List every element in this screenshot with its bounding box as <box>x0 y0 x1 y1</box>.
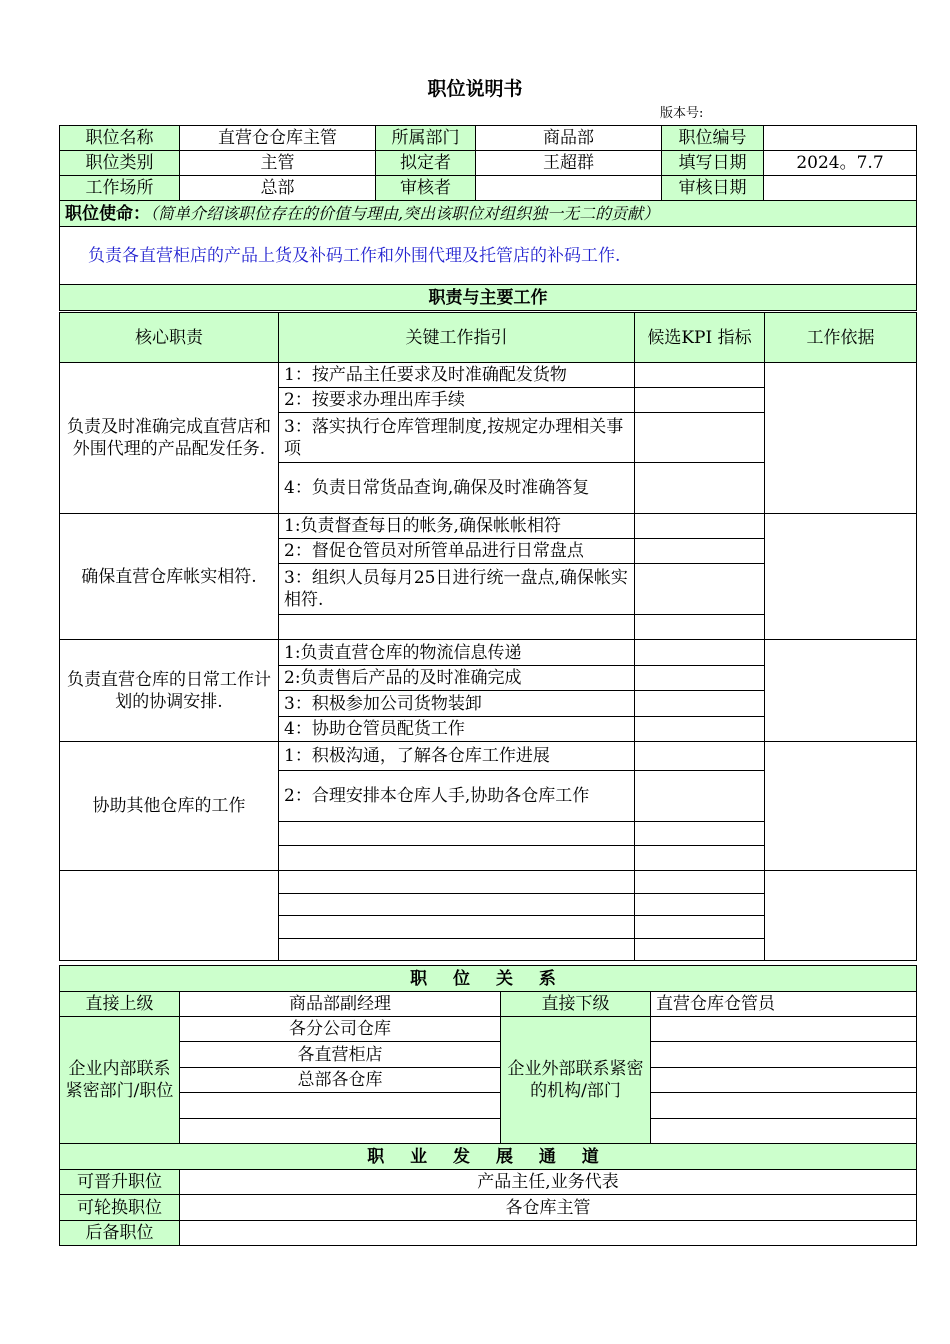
reviewer-value <box>476 176 662 201</box>
career-section-title <box>60 1144 917 1170</box>
superior-label: 直接上级 <box>60 992 180 1017</box>
kpi-cell <box>635 363 765 388</box>
core-duty-5 <box>60 871 279 961</box>
core-duty-3: 负责直营仓库的日常工作计划的协调安排. <box>60 640 279 742</box>
guide-item: 1:负责督查每日的帐务,确保帐帐相符 <box>279 514 635 539</box>
guide-item: 1：积极沟通，了解各仓库工作进展 <box>279 742 635 771</box>
kpi-cell <box>635 742 765 771</box>
basis-cell <box>765 640 917 742</box>
external-label: 企业外部联系紧密的机构/部门 <box>501 1017 651 1144</box>
duties-table <box>59 312 917 961</box>
reviewer-label: 审核者 <box>376 176 476 201</box>
external-item <box>651 1119 917 1144</box>
kpi-cell <box>635 564 765 615</box>
core-duty-2: 确保直营仓库帐实相符. <box>60 514 279 640</box>
review-date-value <box>764 176 917 201</box>
code-value <box>764 126 917 151</box>
header-table <box>59 125 917 311</box>
location-label: 工作场所 <box>60 176 180 201</box>
position-name-label: 职位名称 <box>60 126 180 151</box>
internal-item <box>180 1119 501 1144</box>
mission-hint: （简单介绍该职位存在的价值与理由,突出该职位对组织独一无二的贡献） <box>150 203 660 223</box>
kpi-cell <box>635 846 765 871</box>
superior-value: 商品部副经理 <box>180 992 501 1017</box>
subordinate-value: 直营仓库仓管员 <box>651 992 917 1017</box>
basis-cell <box>765 363 917 514</box>
mission-header <box>60 201 917 227</box>
kpi-cell <box>635 388 765 413</box>
category-value: 主管 <box>180 151 376 176</box>
basis-cell <box>765 514 917 640</box>
category-label: 职位类别 <box>60 151 180 176</box>
kpi-cell <box>635 413 765 463</box>
guide-item <box>279 894 635 916</box>
guide-item <box>279 846 635 871</box>
career-title-text: 职 业 发 展 通 道 <box>367 1146 609 1167</box>
internal-item: 各直营柜店 <box>180 1042 501 1068</box>
guide-item: 2：督促仓管员对所管单品进行日常盘点 <box>279 539 635 564</box>
guide-item: 1：按产品主任要求及时准确配发货物 <box>279 363 635 388</box>
basis-cell <box>765 742 917 871</box>
version-label: 版本号: <box>660 106 704 121</box>
col-key-guide: 关键工作指引 <box>279 313 635 363</box>
mission-text: 负责各直营柜店的产品上货及补码工作和外围代理及托管店的补码工作. <box>60 227 917 285</box>
relations-table <box>59 965 917 1246</box>
basis-cell <box>765 871 917 961</box>
kpi-cell <box>635 894 765 916</box>
internal-label: 企业内部联系紧密部门/职位 <box>60 1017 180 1144</box>
duties-section-title: 职责与主要工作 <box>60 285 917 311</box>
author-label: 拟定者 <box>376 151 476 176</box>
kpi-cell <box>635 916 765 939</box>
guide-item: 2:负责售后产品的及时准确完成 <box>279 666 635 691</box>
kpi-cell <box>635 514 765 539</box>
guide-item: 2：按要求办理出库手续 <box>279 388 635 413</box>
external-item <box>651 1068 917 1093</box>
rotation-value: 各仓库主管 <box>180 1195 917 1221</box>
backup-value <box>180 1221 917 1246</box>
core-duty-4: 协助其他仓库的工作 <box>60 742 279 871</box>
author-value: 王超群 <box>476 151 662 176</box>
external-item <box>651 1042 917 1068</box>
guide-item: 1:负责直营仓库的物流信息传递 <box>279 640 635 666</box>
guide-item <box>279 916 635 939</box>
position-name-value: 直营仓仓库主管 <box>180 126 376 151</box>
relations-section-title <box>60 966 917 992</box>
review-date-label: 审核日期 <box>662 176 764 201</box>
promotion-label: 可晋升职位 <box>60 1170 180 1195</box>
col-basis: 工作依据 <box>765 313 917 363</box>
kpi-cell <box>635 640 765 666</box>
location-value: 总部 <box>180 176 376 201</box>
kpi-cell <box>635 463 765 514</box>
kpi-cell <box>635 717 765 742</box>
guide-item <box>279 822 635 846</box>
guide-item <box>279 615 635 640</box>
external-item <box>651 1093 917 1119</box>
document-title: 职位说明书 <box>427 78 523 100</box>
kpi-cell <box>635 666 765 691</box>
guide-item: 4：负责日常货品查询,确保及时准确答复 <box>279 463 635 514</box>
fill-date-value: 2024。7.7 <box>764 151 917 176</box>
kpi-cell <box>635 939 765 961</box>
kpi-cell <box>635 539 765 564</box>
guide-item <box>279 871 635 894</box>
code-label: 职位编号 <box>662 126 764 151</box>
fill-date-label: 填写日期 <box>662 151 764 176</box>
internal-item: 各分公司仓库 <box>180 1017 501 1042</box>
internal-item: 总部各仓库 <box>180 1068 501 1093</box>
col-core-duty: 核心职责 <box>60 313 279 363</box>
kpi-cell <box>635 615 765 640</box>
backup-label: 后备职位 <box>60 1221 180 1246</box>
kpi-cell <box>635 871 765 894</box>
guide-item: 3：组织人员每月25日进行统一盘点,确保帐实相符. <box>279 564 635 615</box>
promotion-value: 产品主任,业务代表 <box>180 1170 917 1195</box>
kpi-cell <box>635 691 765 717</box>
guide-item <box>279 939 635 961</box>
guide-item: 4：协助仓管员配货工作 <box>279 717 635 742</box>
guide-item: 2：合理安排本仓库人手,协助各仓库工作 <box>279 771 635 822</box>
rotation-label: 可轮换职位 <box>60 1195 180 1221</box>
mission-label: 职位使命： <box>65 203 150 224</box>
dept-value: 商品部 <box>476 126 662 151</box>
external-item <box>651 1017 917 1042</box>
col-kpi: 候选KPI 指标 <box>635 313 765 363</box>
relations-title-text: 职 位 关 系 <box>410 968 566 989</box>
subordinate-label: 直接下级 <box>501 992 651 1017</box>
guide-item: 3：落实执行仓库管理制度,按规定办理相关事项 <box>279 413 635 463</box>
internal-item <box>180 1093 501 1119</box>
kpi-cell <box>635 822 765 846</box>
kpi-cell <box>635 771 765 822</box>
dept-label: 所属部门 <box>376 126 476 151</box>
core-duty-1: 负责及时准确完成直营店和外围代理的产品配发任务. <box>60 363 279 514</box>
guide-item: 3：积极参加公司货物装卸 <box>279 691 635 717</box>
